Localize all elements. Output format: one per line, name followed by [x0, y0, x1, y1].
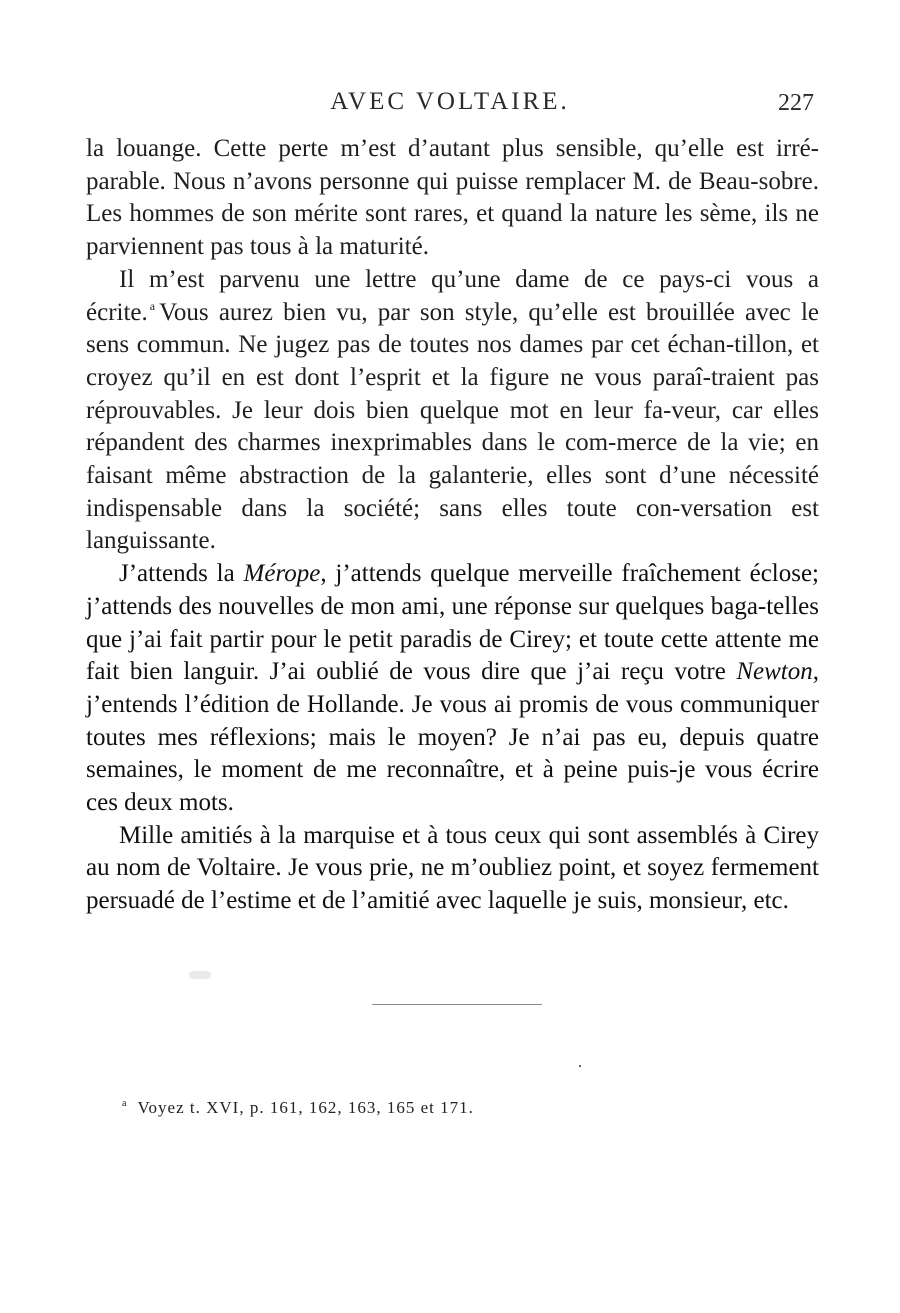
running-head	[0, 88, 900, 124]
paragraph-3-text-b: , j’attends quelque merveille fraîchement éclose; j’attends des nouvelles de mon ami, une réponse sur quelques baga-telles que j’ai fait partir pour le petit paradis de Cirey; et toute cette attente me fait bien languir. J’ai oublié de vous dire que j’ai reçu votre	[86, 560, 820, 686]
letter-text	[86, 133, 819, 918]
merope-title: Mérope	[243, 560, 321, 588]
paragraph-2-text-b: Vous aurez bien vu, par son style, qu’elle est brouillée avec le sens commun. Ne jugez pas de toutes nos dames par cet échan-tillon, et croyez qu’il en est dont l’esprit et la figure ne vous paraî-traient pas réprouvables. Je leur dois bien quelque mot en leur fa-veur, car elles répandent des charmes inexprimables dans le com-merce de la vie; en faisant même abstraction de la galanterie, elles sont d’une nécessité indispensable dans la société; sans elles toute con-versation est languissante.	[86, 298, 819, 555]
footnote-mark: a	[122, 1098, 128, 1110]
footnote-reference[interactable]: a	[149, 299, 156, 314]
paragraph-2	[86, 264, 819, 558]
footnote	[122, 1098, 474, 1118]
footnote-text: Voyez t. XVI, p. 161, 162, 163, 165 et 171.	[137, 1098, 474, 1117]
page-number: 227	[778, 90, 814, 116]
paragraph-3-text-a: J’attends la	[119, 560, 235, 588]
paragraph-1: la louange. Cette perte m’est d’autant plus sensible, qu’elle est irré-parable. Nous n’avons personne qui puisse remplacer M. de Beau-sobre. Les hommes de son mérite sont rares, et quand la nature les sème, ils ne parviennent pas tous à la maturité.	[86, 135, 819, 261]
running-title: AVEC VOLTAIRE.	[330, 88, 570, 115]
newton-title: Newton	[736, 658, 813, 686]
ink-dot	[579, 1065, 581, 1067]
paragraph-2-text-a: Il m’est parvenu une lettre qu’une dame de ce pays-ci vous a écrite.	[86, 265, 819, 326]
footnote-separator	[372, 1004, 542, 1005]
paragraph-4: Mille amitiés à la marquise et à tous ceux qui sont assemblés à Cirey au nom de Voltaire. Je vous prie, ne m’oubliez point, et soyez fermement persuadé de l’estime et de l’amitié avec laquelle je suis, monsieur, etc.	[86, 821, 819, 915]
paragraph-3-text-c: , j’entends l’édition de Hollande. Je vous ai promis de vous communiquer toutes mes réflexions; mais le moyen? Je n’ai pas eu, depuis quatre semaines, le moment de me reconnaître, et à peine puis-je vous écrire ces deux mots.	[86, 658, 820, 817]
paper-speck	[189, 971, 211, 979]
paragraph-3	[86, 558, 819, 820]
